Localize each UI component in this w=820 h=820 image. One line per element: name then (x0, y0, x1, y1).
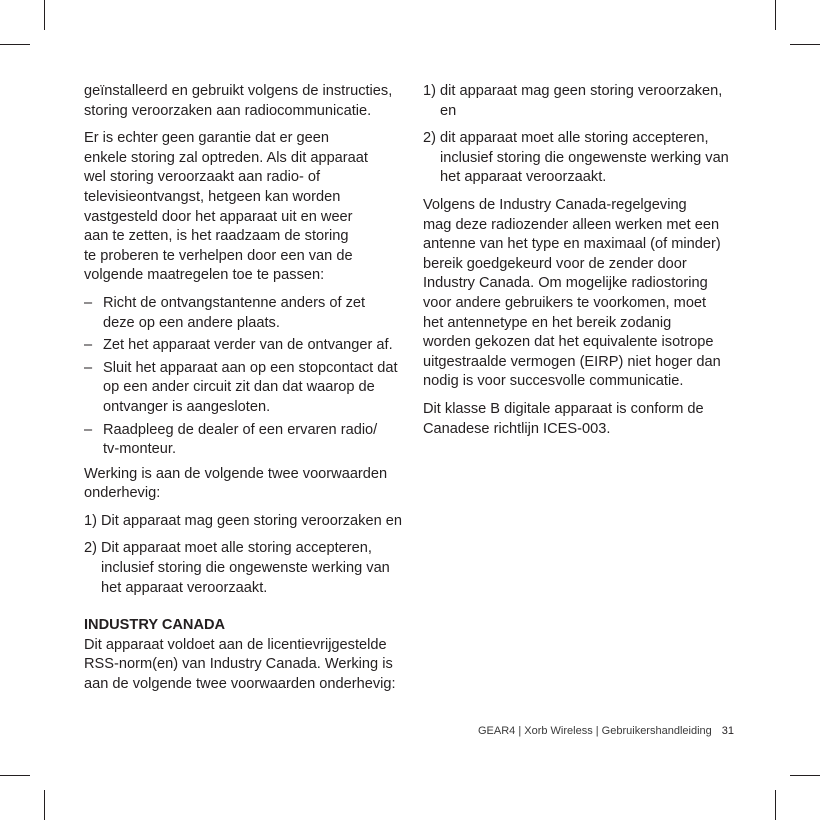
dash-marker: – (84, 294, 93, 311)
paragraph-industry-canada: Dit apparaat voldoet aan de licentievrijgestelde RSS-norm(en) van Industry Canada. Werking is aan de volgende twee voorwaarden onderhevig: (84, 636, 396, 693)
condition-text: dit apparaat moet alle storing accepteren, inclusief storing die ongewenste werking van het apparaat veroorzaakt. (440, 130, 729, 186)
condition-item (423, 82, 735, 121)
left-column (84, 82, 402, 703)
page-footer (478, 724, 734, 738)
paragraph-ices: Dit klasse B digitale apparaat is conform de Canadese richtlijn ICES-003. (423, 400, 704, 437)
condition-item (84, 539, 402, 598)
crop-mark-bottom-right-h (790, 775, 820, 776)
footer-text: GEAR4 | Xorb Wireless | Gebruikershandleiding (477, 725, 712, 737)
list-item-text: Richt de ontvangstantenne anders of zet deze op een andere plaats. (103, 294, 366, 331)
crop-mark-bottom-left-h (0, 775, 30, 776)
condition-text: Dit apparaat mag geen storing veroorzaken en (101, 512, 402, 529)
list-item-text: Raadpleeg de dealer of een ervaren radio/ tv-monteur. (103, 421, 378, 458)
paragraph-conditions-intro: Werking is aan de volgende twee voorwaarden onderhevig: (84, 465, 388, 502)
list-item-text: Zet het apparaat verder van de ontvanger af. (103, 337, 393, 354)
condition-number: 1) (423, 83, 436, 99)
list-item (84, 294, 402, 333)
measures-list (84, 294, 402, 460)
crop-mark-bottom-right-v (775, 790, 776, 820)
dash-marker: – (84, 337, 93, 354)
condition-number: 2) (423, 130, 436, 147)
list-item-text: Sluit het apparaat aan op een stopcontact dat op een ander circuit zit dan dat waarop de ontvanger is aangesloten. (103, 359, 398, 415)
condition-item (84, 512, 402, 532)
crop-mark-top-right-h (790, 44, 820, 45)
dash-marker: – (84, 359, 93, 376)
list-item (84, 359, 402, 418)
condition-number: 1) (84, 512, 97, 529)
crop-mark-top-right-v (775, 0, 776, 30)
page-number: 31 (721, 725, 734, 737)
list-item (84, 421, 402, 460)
list-item (84, 336, 402, 356)
paragraph-intro: geïnstalleerd en gebruikt volgens de instructies, storing veroorzaken aan radiocommunicatie. (84, 83, 393, 119)
right-column (423, 82, 735, 447)
condition-text: dit apparaat mag geen storing veroorzaken, en (440, 83, 723, 119)
condition-text: Dit apparaat moet alle storing accepteren, inclusief storing die ongewenste werking van het apparaat veroorzaakt. (101, 540, 390, 596)
section-heading: INDUSTRY CANADA (84, 617, 226, 634)
condition-number: 2) (84, 540, 97, 557)
crop-mark-top-left-h (0, 44, 30, 45)
paragraph-regulation: Volgens de Industry Canada-regelgeving mag deze radiozender alleen werken met een antenne van het type en maximaal (of minder) bereik goedgekeurd voor de zender door Industry Canada. Om mogelijke radiostoring voor andere gebruikers te voorkomen, moet het antennetype en het bereik zodanig worden gekozen dat het equivalente isotrope uitgestraalde vermogen (EIRP) niet hoger dan nodig is voor succesvolle communicatie. (423, 196, 721, 390)
crop-mark-top-left-v (44, 0, 45, 30)
crop-mark-bottom-left-v (44, 790, 45, 820)
condition-item (423, 129, 735, 188)
paragraph-no-guarantee: Er is echter geen garantie dat er geen enkele storing zal optreden. Als dit apparaat wel storing veroorzaakt aan radio- of televisieontvangst, hetgeen kan worden vastgesteld door het apparaat uit en weer aan te zetten, is het raadzaam de storing te proberen te verhelpen door een van de volgende maatregelen toe te passen: (84, 130, 368, 284)
dash-marker: – (84, 421, 93, 438)
